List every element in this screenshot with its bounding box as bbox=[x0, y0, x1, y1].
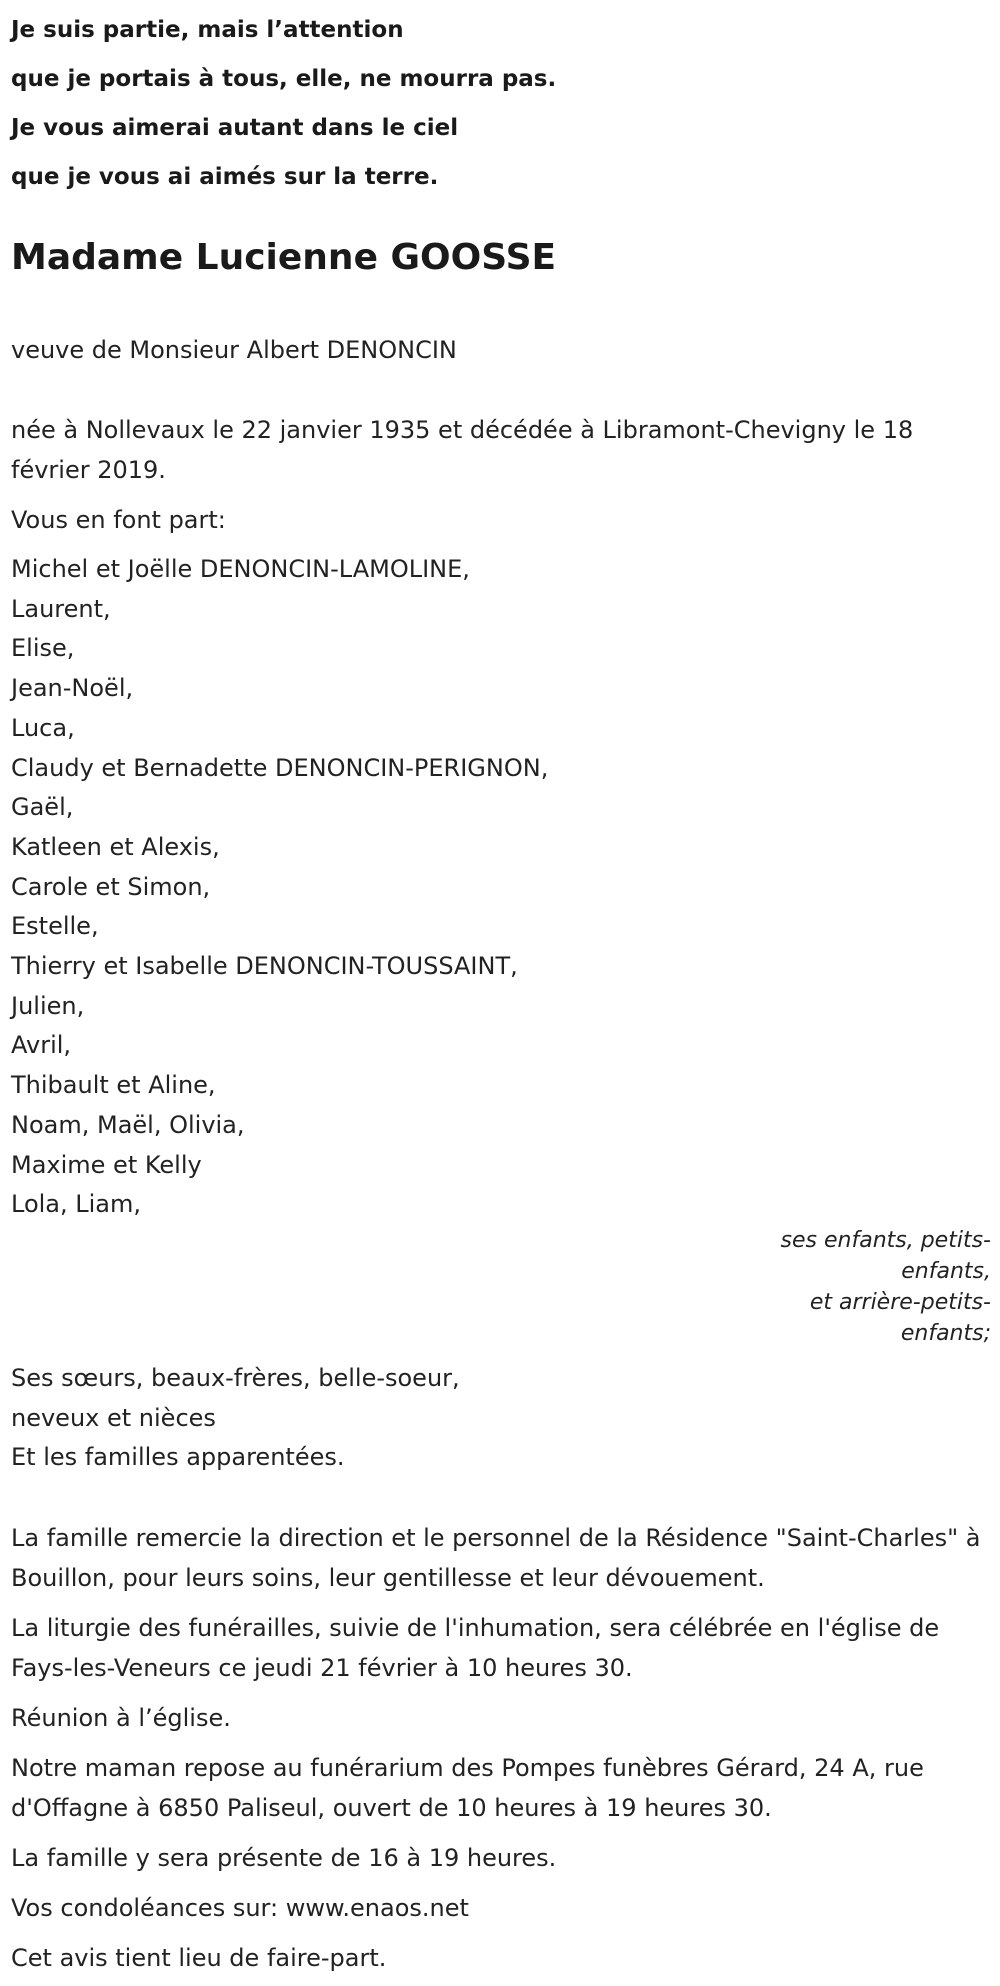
relationship-line: et arrière-petits- bbox=[809, 1289, 991, 1315]
notice-note: Cet avis tient lieu de faire-part. bbox=[11, 1944, 387, 1973]
relationship-line: enfants, bbox=[901, 1258, 991, 1284]
relationship-line: enfants; bbox=[900, 1320, 991, 1346]
poem bbox=[11, 6, 990, 202]
relationship-note bbox=[11, 1225, 991, 1349]
family-member: Thierry et Isabelle DENONCIN-TOUSSAINT, bbox=[11, 952, 518, 981]
family-member: Lola, Liam, bbox=[11, 1190, 142, 1219]
family-list bbox=[11, 550, 990, 1225]
other-relatives bbox=[11, 1359, 990, 1478]
family-member: Maxime et Kelly bbox=[11, 1150, 202, 1179]
thanks-paragraph: La famille remercie la direction et le personnel de la Résidence "Saint-Charles" à Bouillon, pour leurs soins, leur gentillesse et leur dévouement. bbox=[11, 1524, 981, 1593]
family-member: Avril, bbox=[11, 1031, 72, 1060]
other-relatives-line: Et les familles apparentées. bbox=[11, 1443, 345, 1472]
family-member: Jean-Noël, bbox=[11, 674, 134, 703]
family-member: Thibault et Aline, bbox=[11, 1071, 216, 1100]
other-relatives-line: Ses sœurs, beaux-frères, belle-soeur, bbox=[11, 1363, 460, 1392]
announcement-intro: Vous en font part: bbox=[11, 506, 226, 534]
family-member: Claudy et Bernadette DENONCIN-PERIGNON, bbox=[11, 753, 549, 782]
family-member: Noam, Maël, Olivia, bbox=[11, 1110, 245, 1139]
rest-paragraph: Notre maman repose au funérarium des Pompes funèbres Gérard, 24 A, rue d'Offagne à 6850 Paliseul, ouvert de 10 heures à 19 heures 30. bbox=[11, 1754, 924, 1823]
family-member: Gaël, bbox=[11, 793, 74, 822]
widow-of: veuve de Monsieur Albert DENONCIN bbox=[11, 336, 457, 364]
family-member: Julien, bbox=[11, 991, 85, 1020]
family-member: Estelle, bbox=[11, 912, 99, 941]
poem-line: Je suis partie, mais l’attention bbox=[11, 17, 404, 43]
condolences-note: Vos condoléances sur: www.enaos.net bbox=[11, 1894, 469, 1923]
deceased-name: Madame Lucienne GOOSSE bbox=[11, 237, 557, 278]
presence-note: La famille y sera présente de 16 à 19 heures. bbox=[11, 1844, 557, 1873]
obituary-notice bbox=[0, 6, 990, 1978]
meeting-note: Réunion à l’église. bbox=[11, 1704, 231, 1733]
family-member: Michel et Joëlle DENONCIN-LAMOLINE, bbox=[11, 555, 470, 583]
family-member: Laurent, bbox=[11, 594, 111, 623]
poem-line: que je vous ai aimés sur la terre. bbox=[11, 164, 439, 190]
birth-death: née à Nollevaux le 22 janvier 1935 et décédée à Libramont-Chevigny le 18 février 2019. bbox=[11, 416, 914, 484]
relationship-line: ses enfants, petits- bbox=[780, 1227, 991, 1253]
poem-line: Je vous aimerai autant dans le ciel bbox=[11, 115, 459, 141]
family-member: Elise, bbox=[11, 634, 75, 663]
liturgy-paragraph: La liturgie des funérailles, suivie de l'inhumation, sera célébrée en l'église de Fays-les-Veneurs ce jeudi 21 février à 10 heures 30. bbox=[11, 1614, 940, 1683]
family-member: Carole et Simon, bbox=[11, 872, 211, 901]
poem-line: que je portais à tous, elle, ne mourra pas. bbox=[11, 66, 557, 92]
other-relatives-line: neveux et nièces bbox=[11, 1403, 216, 1432]
family-member: Luca, bbox=[11, 713, 75, 742]
family-member: Katleen et Alexis, bbox=[11, 832, 220, 861]
